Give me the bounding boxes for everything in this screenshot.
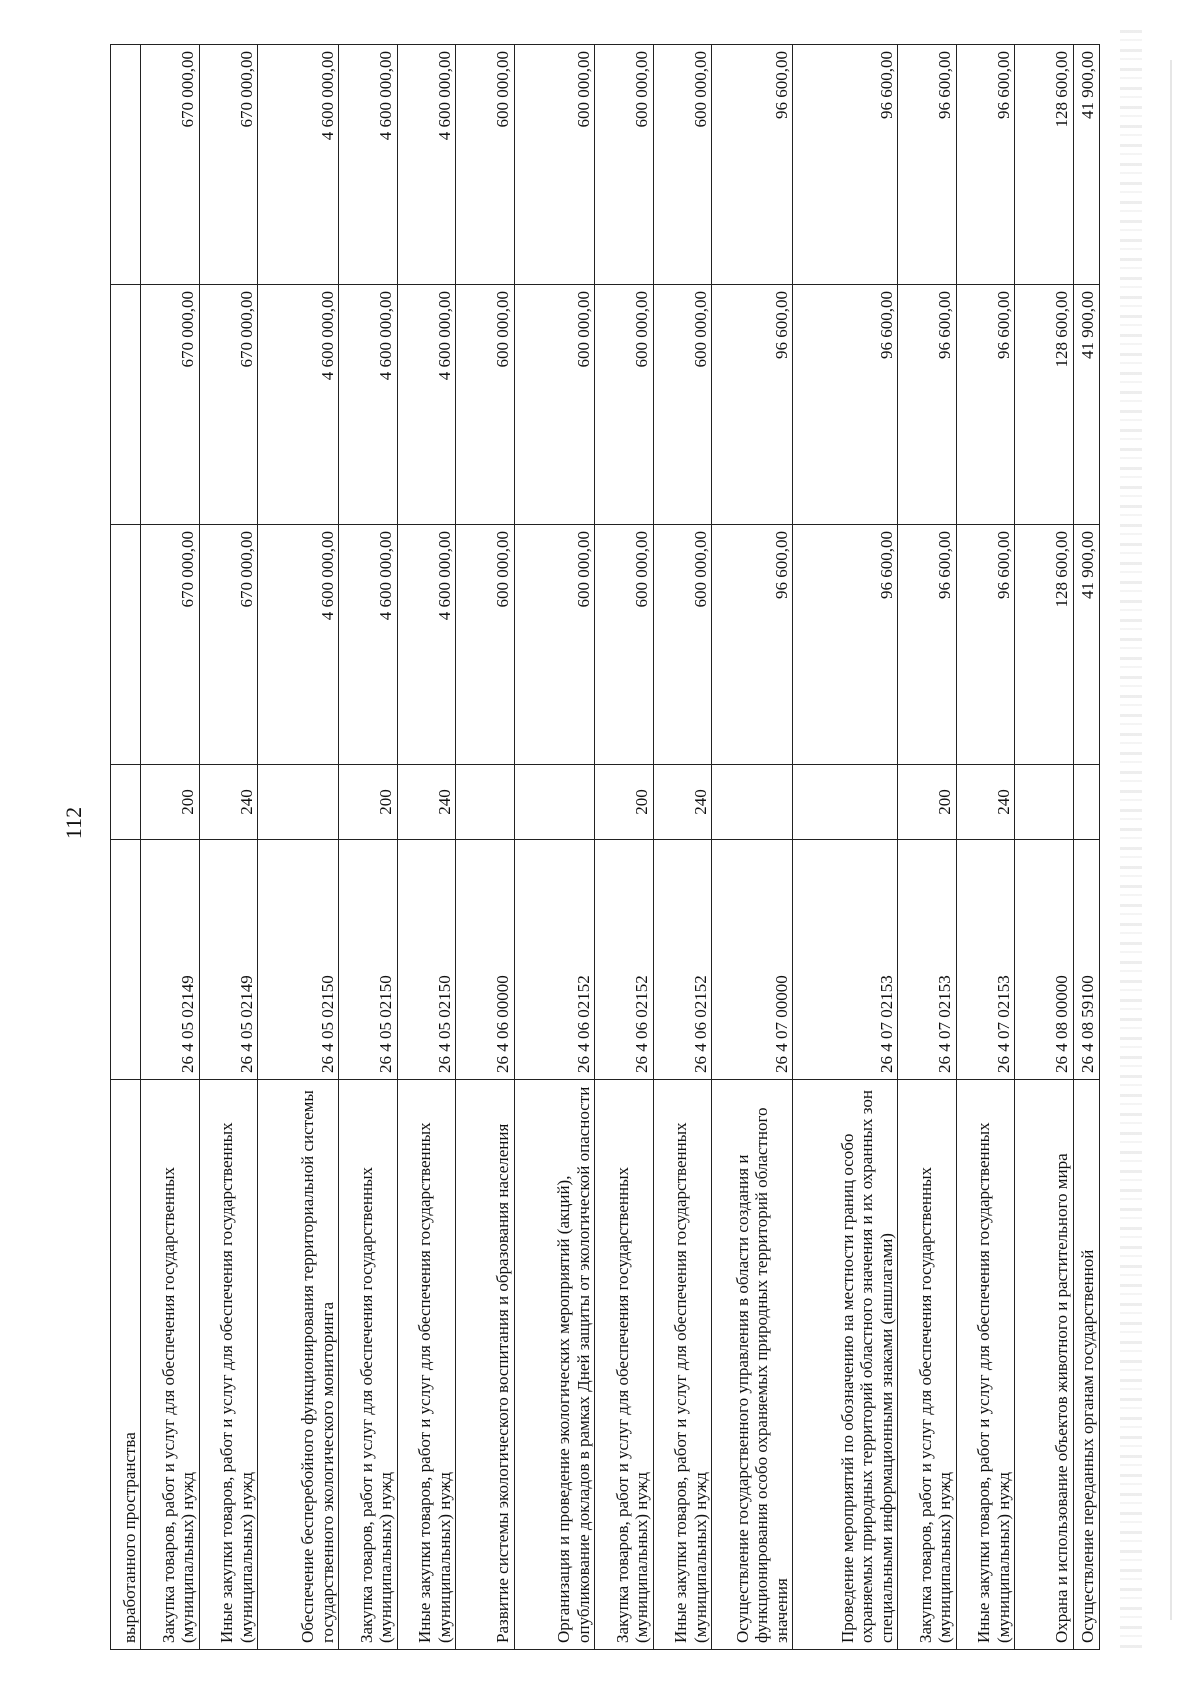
budget-table [110,44,1100,1650]
row-code-cell: 26 4 08 00000 [1015,840,1074,1080]
table-row [793,45,898,1650]
row-name-cell: Иные закупки товаров, работ и услуг для обеспечения государственных (муниципальных) нужд [199,1080,258,1650]
row-name-cell: Закупка товаров, работ и услуг для обеспечения государственных (муниципальных) нужд [339,1080,398,1650]
row-amount-year2-cell: 128 600,00 [1015,285,1074,525]
row-name-cell: Обеспечение бесперебойного функционирования территориальной системы государственного экологического мониторинга [258,1080,339,1650]
row-amount-year2-cell: 600 000,00 [456,285,515,525]
row-amount-year1-cell: 96 600,00 [712,525,793,765]
row-amount-year2-cell: 41 900,00 [1073,285,1099,525]
row-amount-year1-cell: 96 600,00 [956,525,1015,765]
row-code-cell: 26 4 05 02150 [258,840,339,1080]
row-code-cell: 26 4 06 02152 [653,840,712,1080]
table-row [514,45,595,1650]
row-expense-type-cell [793,765,898,840]
row-code-cell: 26 4 05 02150 [339,840,398,1080]
row-expense-type-cell: 200 [141,765,200,840]
row-name-cell: Развитие системы экологического воспитания и образования населения [456,1080,515,1650]
row-name-cell: Иные закупки товаров, работ и услуг для обеспечения государственных (муниципальных) нужд [956,1080,1015,1650]
table-row [1073,45,1099,1650]
row-amount-year3-cell: 4 600 000,00 [397,45,456,285]
row-expense-type-cell: 200 [595,765,654,840]
row-amount-year3-cell: 41 900,00 [1073,45,1099,285]
row-code-cell: 26 4 06 02152 [514,840,595,1080]
row-code-cell: 26 4 07 02153 [956,840,1015,1080]
table-row [712,45,793,1650]
table-row [956,45,1015,1650]
row-code-cell: 26 4 08 59100 [1073,840,1099,1080]
row-amount-year3-cell: 600 000,00 [595,45,654,285]
row-name-cell: выработанного пространства [111,1080,141,1650]
row-name-cell: Закупка товаров, работ и услуг для обеспечения государственных (муниципальных) нужд [595,1080,654,1650]
row-amount-year1-cell: 41 900,00 [1073,525,1099,765]
scan-edge-line [1170,60,1172,1620]
row-expense-type-cell: 200 [339,765,398,840]
row-name-cell: Иные закупки товаров, работ и услуг для обеспечения государственных (муниципальных) нужд [397,1080,456,1650]
row-expense-type-cell [111,765,141,840]
row-amount-year1-cell: 600 000,00 [653,525,712,765]
row-amount-year2-cell: 96 600,00 [712,285,793,525]
table-row [1015,45,1074,1650]
row-amount-year2-cell: 600 000,00 [514,285,595,525]
row-expense-type-cell [1015,765,1074,840]
row-amount-year2-cell: 96 600,00 [793,285,898,525]
row-name-cell: Иные закупки товаров, работ и услуг для обеспечения государственных (муниципальных) нужд [653,1080,712,1650]
row-amount-year1-cell: 600 000,00 [514,525,595,765]
row-amount-year1-cell: 96 600,00 [793,525,898,765]
budget-table-body [111,45,1100,1650]
row-code-cell: 26 4 06 02152 [595,840,654,1080]
row-code-cell: 26 4 07 00000 [712,840,793,1080]
row-amount-year1-cell: 670 000,00 [199,525,258,765]
row-expense-type-cell: 240 [199,765,258,840]
row-expense-type-cell [456,765,515,840]
row-amount-year3-cell: 600 000,00 [456,45,515,285]
row-amount-year3-cell: 128 600,00 [1015,45,1074,285]
row-expense-type-cell [258,765,339,840]
row-expense-type-cell: 200 [898,765,957,840]
row-expense-type-cell [1073,765,1099,840]
row-amount-year3-cell: 4 600 000,00 [339,45,398,285]
scan-edge-artifact [1120,30,1142,1650]
row-amount-year2-cell: 4 600 000,00 [397,285,456,525]
row-amount-year2-cell: 96 600,00 [956,285,1015,525]
row-name-cell: Осуществление переданных органам государственной [1073,1080,1099,1650]
row-expense-type-cell [712,765,793,840]
table-row [258,45,339,1650]
row-amount-year2-cell: 4 600 000,00 [339,285,398,525]
row-amount-year3-cell: 600 000,00 [653,45,712,285]
table-row [199,45,258,1650]
row-amount-year1-cell: 4 600 000,00 [397,525,456,765]
row-amount-year3-cell: 96 600,00 [712,45,793,285]
rotated-table-container [110,45,1100,1650]
row-amount-year1-cell: 4 600 000,00 [258,525,339,765]
row-name-cell: Закупка товаров, работ и услуг для обеспечения государственных (муниципальных) нужд [141,1080,200,1650]
table-row [653,45,712,1650]
row-amount-year3-cell: 4 600 000,00 [258,45,339,285]
row-amount-year3-cell: 670 000,00 [141,45,200,285]
table-row [339,45,398,1650]
row-name-cell: Закупка товаров, работ и услуг для обеспечения государственных (муниципальных) нужд [898,1080,957,1650]
row-amount-year3-cell: 670 000,00 [199,45,258,285]
row-name-cell: Осуществление государственного управления в области создания и функционирования особо охраняемых природных территорий областного значения [712,1080,793,1650]
row-code-cell: 26 4 07 02153 [898,840,957,1080]
row-expense-type-cell [514,765,595,840]
row-expense-type-cell: 240 [397,765,456,840]
row-expense-type-cell: 240 [956,765,1015,840]
row-amount-year3-cell: 600 000,00 [514,45,595,285]
row-amount-year1-cell: 96 600,00 [898,525,957,765]
table-row [898,45,957,1650]
table-row [456,45,515,1650]
table-row [397,45,456,1650]
row-amount-year3-cell: 96 600,00 [793,45,898,285]
table-row [595,45,654,1650]
row-amount-year1-cell: 670 000,00 [141,525,200,765]
row-code-cell: 26 4 07 02153 [793,840,898,1080]
row-code-cell: 26 4 05 02150 [397,840,456,1080]
row-code-cell: 26 4 05 02149 [141,840,200,1080]
page-number: 112 [61,806,87,840]
row-code-cell: 26 4 05 02149 [199,840,258,1080]
row-amount-year2-cell: 600 000,00 [595,285,654,525]
row-name-cell: Охрана и использование объектов животного и растительного мира [1015,1080,1074,1650]
row-amount-year3-cell [111,45,141,285]
row-amount-year1-cell: 600 000,00 [595,525,654,765]
row-amount-year2-cell: 96 600,00 [898,285,957,525]
row-code-cell: 26 4 06 00000 [456,840,515,1080]
row-name-cell: Проведение мероприятий по обозначению на местности границ особо охраняемых природных территорий областного значения и их охранных зон специальными информационными знаками (аншлагами) [793,1080,898,1650]
row-amount-year1-cell: 600 000,00 [456,525,515,765]
row-amount-year3-cell: 96 600,00 [956,45,1015,285]
row-amount-year2-cell: 670 000,00 [141,285,200,525]
row-amount-year1-cell: 128 600,00 [1015,525,1074,765]
row-amount-year3-cell: 96 600,00 [898,45,957,285]
row-amount-year2-cell: 600 000,00 [653,285,712,525]
row-expense-type-cell: 240 [653,765,712,840]
row-amount-year1-cell: 4 600 000,00 [339,525,398,765]
table-row [111,45,141,1650]
row-amount-year2-cell: 4 600 000,00 [258,285,339,525]
table-row [141,45,200,1650]
row-code-cell [111,840,141,1080]
row-amount-year1-cell [111,525,141,765]
row-amount-year2-cell: 670 000,00 [199,285,258,525]
row-amount-year2-cell [111,285,141,525]
row-name-cell: Организация и проведение экологических мероприятий (акций), опубликование докладов в рамках Дней защиты от экологической опасности [514,1080,595,1650]
